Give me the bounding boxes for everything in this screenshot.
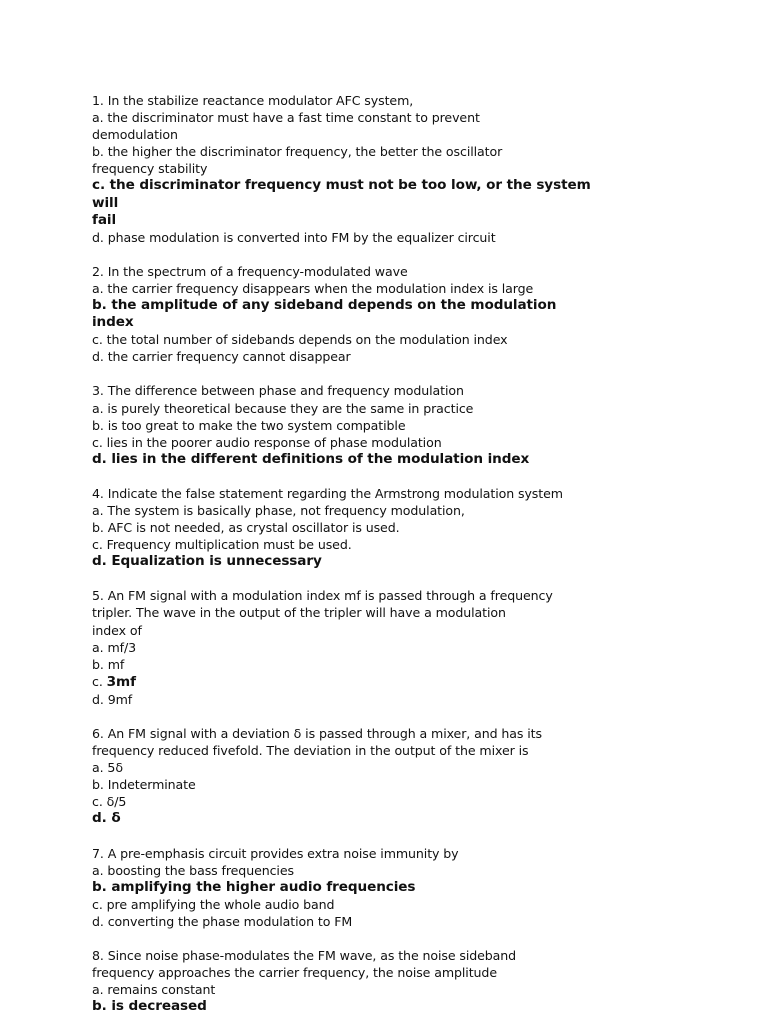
answer-option: a. remains constant — [92, 982, 216, 998]
answer-option: b. Indeterminate — [92, 777, 196, 793]
question-8 — [92, 947, 602, 1015]
answer-option: c. lies in the poorer audio response of phase modulation — [92, 434, 442, 450]
question-stem-line: 3. The difference between phase and frequency modulation — [92, 383, 464, 399]
answer-option: c. pre amplifying the whole audio band — [92, 896, 335, 912]
question-stem-line: 4. Indicate the false statement regarding the Armstrong modulation system — [92, 485, 563, 501]
option-label: a. — [92, 639, 104, 655]
question-6 — [92, 725, 602, 828]
question-stem-line: frequency reduced fivefold. The deviation in the output of the mixer is — [92, 743, 529, 759]
correct-answer-option: b. amplifying the higher audio frequencies — [92, 878, 416, 895]
answer-option: c. Frequency multiplication must be used. — [92, 537, 352, 553]
option-text: 3mf — [106, 673, 136, 690]
answer-option: d. the carrier frequency cannot disappear — [92, 349, 351, 365]
question-stem-line: 5. An FM signal with a modulation index mf is passed through a frequency — [92, 588, 553, 604]
question-2 — [92, 263, 602, 366]
correct-answer-option: d. δ — [92, 810, 121, 827]
question-stem-line: 2. In the spectrum of a frequency-modulated wave — [92, 263, 408, 279]
answer-option: a. is purely theoretical because they are the same in practice — [92, 400, 474, 416]
answer-option: b. is too great to make the two system compatible — [92, 417, 406, 433]
question-list — [92, 92, 602, 1032]
answer-option — [92, 639, 602, 656]
option-label: d. — [92, 691, 104, 707]
question-stem-line: tripler. The wave in the output of the tripler will have a modulation — [92, 605, 506, 621]
question-stem-line: 8. Since noise phase-modulates the FM wave, as the noise sideband — [92, 948, 517, 964]
answer-option: d. converting the phase modulation to FM — [92, 913, 353, 929]
answer-option: frequency stability — [92, 161, 208, 177]
answer-option: demodulation — [92, 127, 178, 143]
answer-option: a. The system is basically phase, not frequency modulation, — [92, 502, 465, 518]
question-5 — [92, 587, 602, 708]
correct-answer-option: b. is decreased — [92, 998, 207, 1015]
correct-answer-option: d. Equalization is unnecessary — [92, 553, 322, 570]
answer-option — [92, 691, 602, 708]
question-1 — [92, 92, 602, 246]
option-text: mf — [107, 656, 125, 672]
answer-option — [92, 656, 602, 673]
answer-option: d. phase modulation is converted into FM by the equalizer circuit — [92, 229, 496, 245]
question-stem-line: 1. In the stabilize reactance modulator AFC system, — [92, 93, 414, 108]
correct-answer-option: b. the amplitude of any sideband depends on the modulation index — [92, 297, 561, 331]
question-stem-line: frequency approaches the carrier frequency, the noise amplitude — [92, 965, 497, 981]
correct-answer-option — [92, 673, 602, 691]
answer-option: c. the total number of sidebands depends on the modulation index — [92, 332, 508, 348]
answer-option: b. the higher the discriminator frequency, the better the oscillator — [92, 144, 503, 160]
option-text: 9mf — [107, 691, 133, 707]
answer-option: a. 5δ — [92, 760, 123, 776]
correct-answer-option: fail — [92, 211, 117, 228]
question-stem-line: 6. An FM signal with a deviation δ is passed through a mixer, and has its — [92, 726, 542, 741]
option-label: b. — [92, 656, 104, 672]
option-text: mf/3 — [107, 639, 136, 655]
question-4 — [92, 485, 602, 570]
option-label: c. — [92, 673, 103, 689]
question-stem-line: 7. A pre-emphasis circuit provides extra noise immunity by — [92, 845, 459, 861]
answer-option: c. δ/5 — [92, 794, 127, 810]
answer-option: a. the discriminator must have a fast time constant to prevent — [92, 110, 480, 126]
answer-option: a. the carrier frequency disappears when the modulation index is large — [92, 280, 534, 296]
answer-option: b. AFC is not needed, as crystal oscillator is used. — [92, 520, 400, 536]
question-7 — [92, 845, 602, 930]
answer-option: a. boosting the bass frequencies — [92, 862, 294, 878]
question-3 — [92, 382, 602, 467]
question-stem-line: index of — [92, 622, 142, 638]
correct-answer-option: c. the discriminator frequency must not be too low, or the system will — [92, 177, 596, 211]
correct-answer-option: d. lies in the different definitions of the modulation index — [92, 450, 530, 467]
